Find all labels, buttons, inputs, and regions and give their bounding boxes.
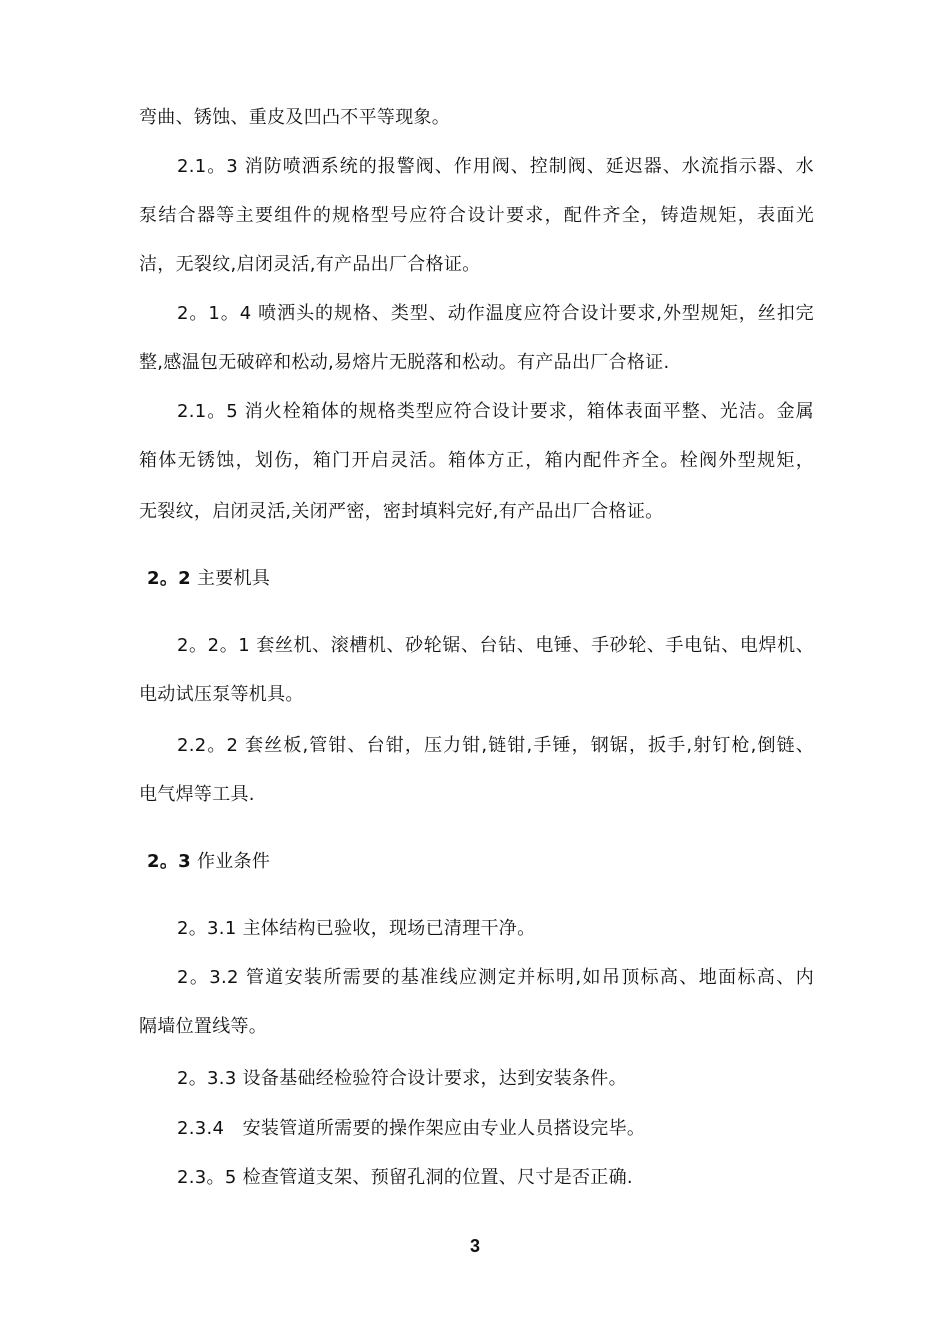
paragraph-line: 2.1。3 消防喷洒系统的报警阀、作用阀、控制阀、延迟器、水流指示器、水 [177,156,814,177]
paragraph-line: 弯曲、锈蚀、重皮及凹凸不平等现象。 [139,107,451,128]
paragraph-line: 2。3.1 主体结构已验收，现场已清理干净。 [177,918,536,939]
section-title: 主要机具 [196,568,271,589]
paragraph-line: 隔墙位置线等。 [139,1016,268,1037]
paragraph-line: 2.2。2 套丝板,管钳、台钳，压力钳,链钳,手锤，钢锯，扳手,射钉枪,倒链、 [177,735,814,756]
paragraph-line: 泵结合器等主要组件的规格型号应符合设计要求，配件齐全，铸造规矩，表面光 [139,205,814,226]
paragraph-line: 2。1。4 喷洒头的规格、类型、动作温度应符合设计要求,外型规矩，丝扣完 [177,303,814,324]
paragraph-line: 2.3.4 安装管道所需要的操作架应由专业人员搭设完毕。 [177,1118,646,1139]
page-number: 3 [469,1236,480,1256]
paragraph-line: 无裂纹，启闭灵活,关闭严密，密封填料完好,有产品出厂合格证。 [139,501,664,522]
section-heading [147,567,270,591]
section-title: 作业条件 [196,851,271,872]
paragraph-line: 2.3。5 检查管道支架、预留孔洞的位置、尺寸是否正确. [177,1167,633,1188]
paragraph-line: 箱体无锈蚀，划伤，箱门开启灵活。箱体方正，箱内配件齐全。栓阀外型规矩， [139,450,814,471]
paragraph-line: 电动试压泵等机具。 [139,684,304,705]
section-number: 2。2 [147,568,191,589]
paragraph-line: 2。3.3 设备基础经检验符合设计要求，达到安装条件。 [177,1068,627,1089]
paragraph-line: 2.1。5 消火栓箱体的规格类型应符合设计要求，箱体表面平整、光洁。金属 [177,401,814,422]
paragraph-line: 电气焊等工具. [139,784,255,805]
section-heading [147,850,270,874]
paragraph-line: 2。2。1 套丝机、滚槽机、砂轮锯、台钻、电锤、手砂轮、手电钻、电焊机、 [177,635,814,656]
section-number: 2。3 [147,851,191,872]
paragraph-line: 洁，无裂纹,启闭灵活,有产品出厂合格证。 [139,254,481,275]
paragraph-line: 整,感温包无破碎和松动,易熔片无脱落和松动。有产品出厂合格证. [139,352,670,373]
paragraph-line: 2。3.2 管道安装所需要的基准线应测定并标明,如吊顶标高、地面标高、内 [177,967,814,988]
